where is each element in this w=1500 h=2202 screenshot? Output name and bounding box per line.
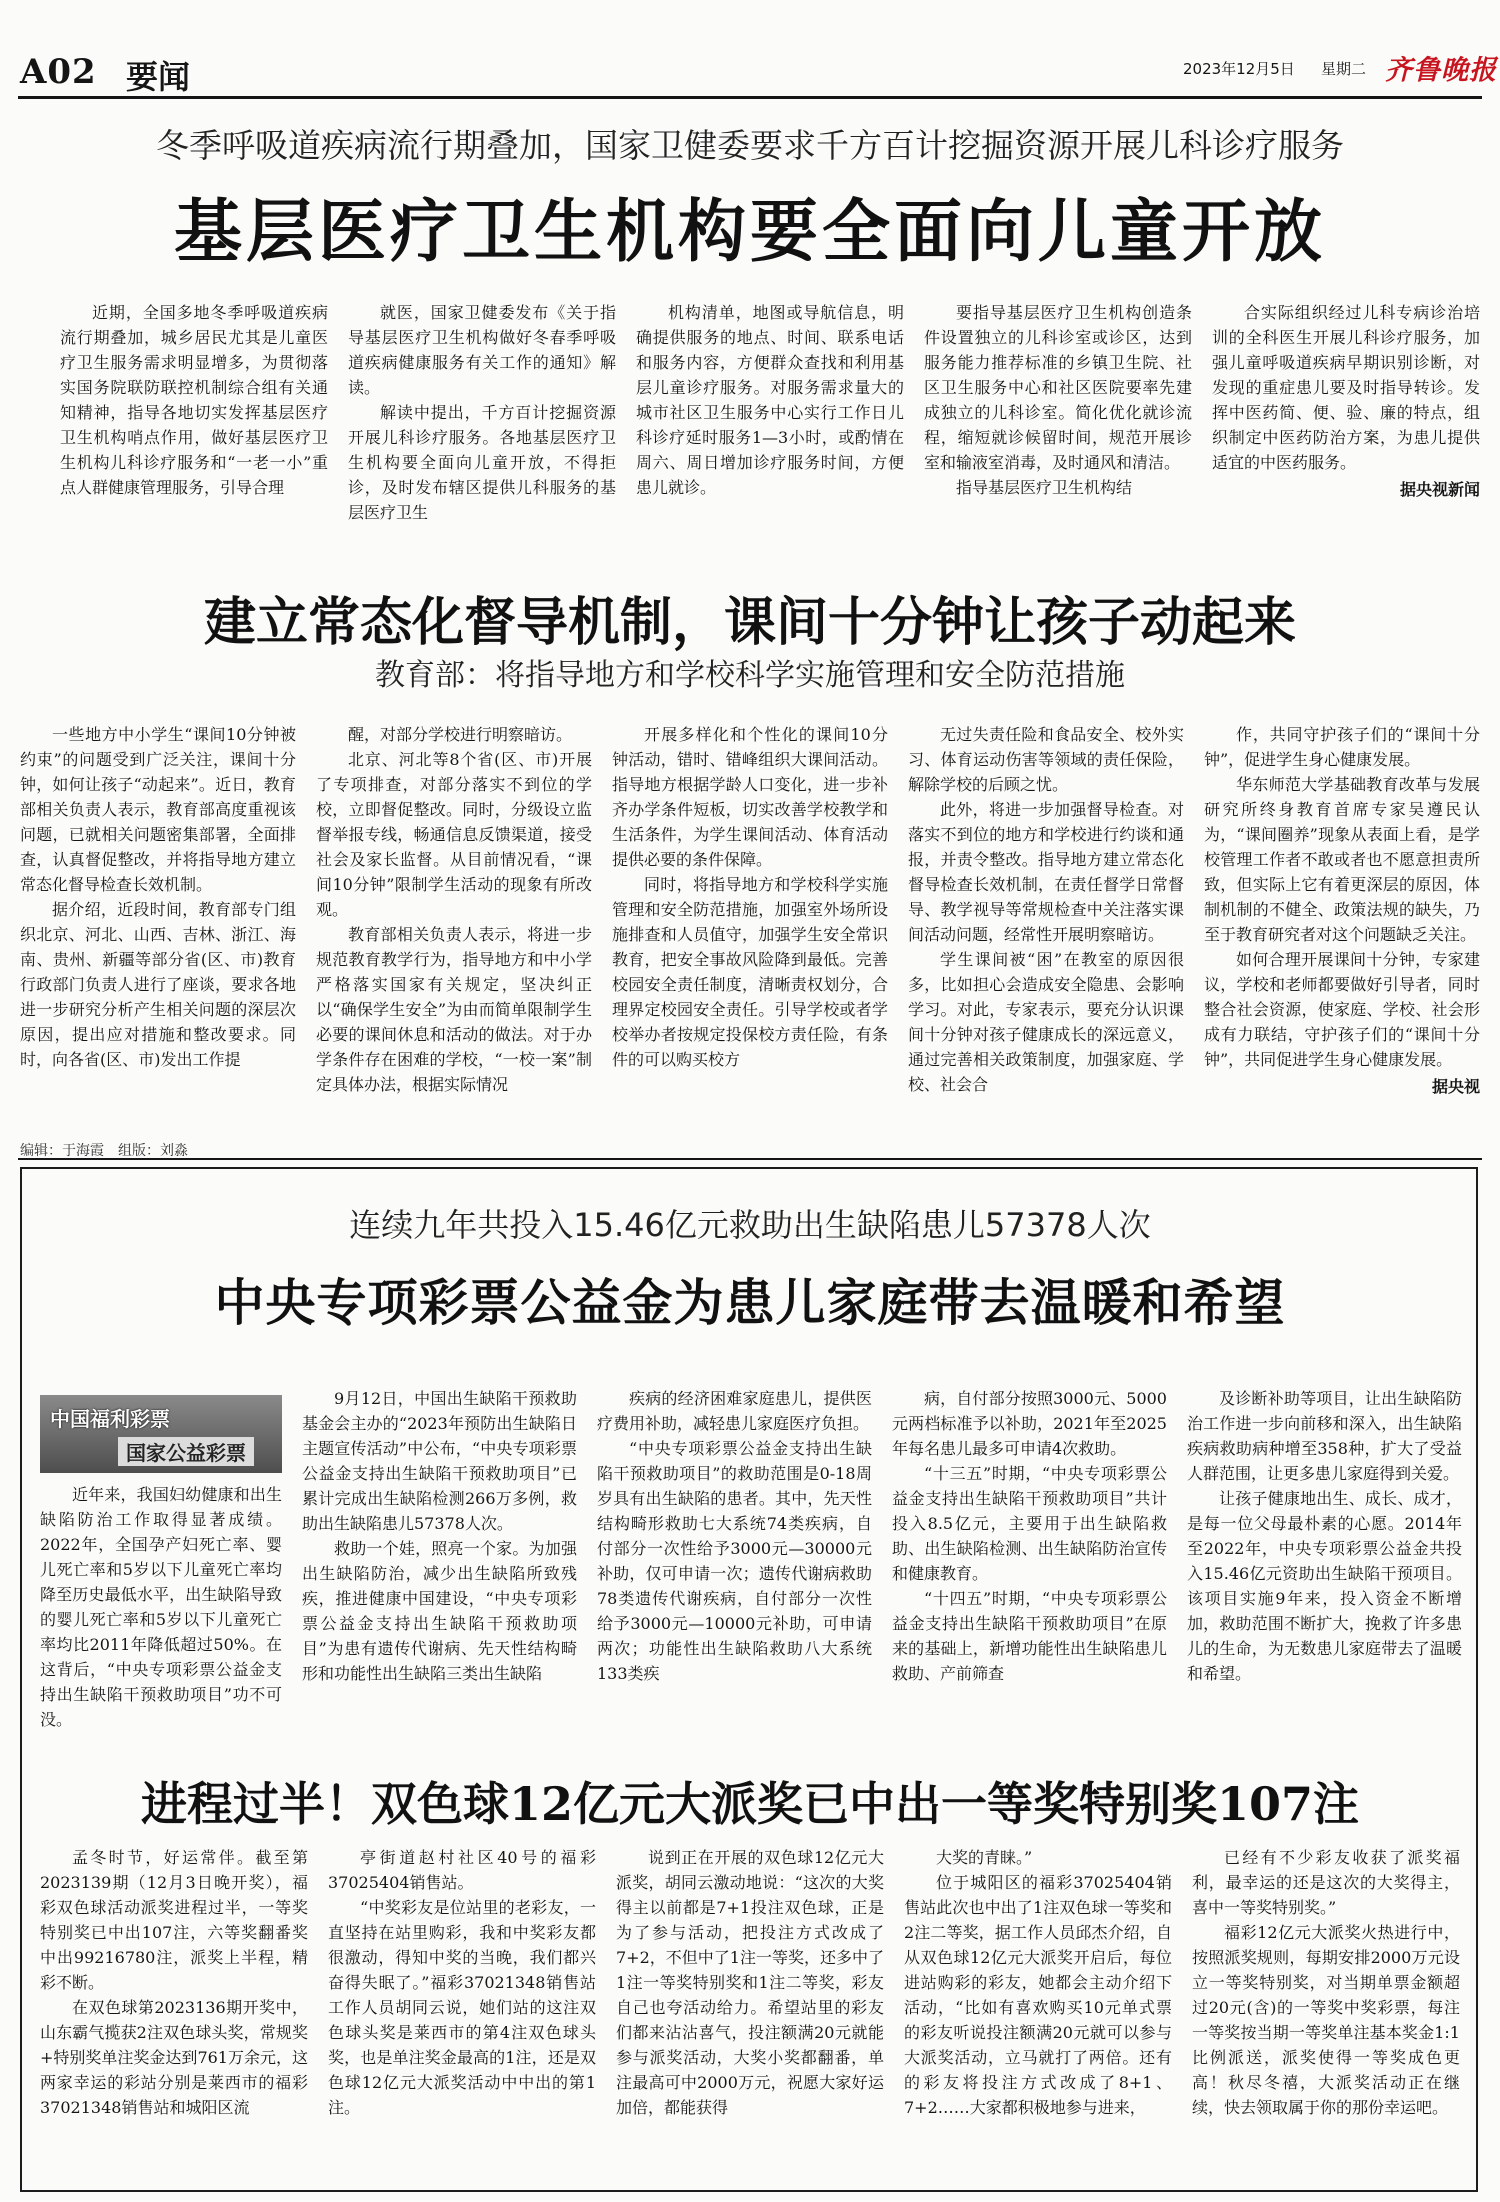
paragraph: “十三五”时期，“中央专项彩票公益金支持出生缺陷干预救助项目”共计投入8.5亿元，主要用于出生缺陷救助、出生缺陷检测、出生缺陷防治宣传和健康教育。: [892, 1464, 1167, 1583]
article1-body: [60, 300, 1480, 550]
article2-body: [20, 722, 1480, 1150]
paragraph: 同时，将指导地方和学校科学实施管理和安全防范措施，加强室外场所设施排查和人员值守，加强学生安全常识教育，把安全事故风险降到最低。完善校园安全责任制度，清晰责权划分，合理界定校园安全责任。引导学校或者学校举办者按规定投保校方责任险，有条件的可以购买校方: [612, 875, 888, 1069]
top-rule: [18, 96, 1482, 99]
article4-column: 亭街道赵村社区40号的福彩37025404销售站。 “中奖彩友是位站里的老彩友，一直坚持在站里购彩，我和中奖彩友都很激动，得知中奖的当晚，我们都兴奋得失眠了。”福彩37021348销售站工作人员胡同云说，她们站的这注双色球头奖是莱西市的第4注双色球头奖，也是单注奖金最高的1注，还是双色球12亿元大派奖活动中中出的第1注。: [328, 1845, 596, 2185]
article3-column: 9月12日，中国出生缺陷干预救助基金会主办的“2023年预防出生缺陷日主题宣传活动”中公布，“中央专项彩票公益金支持出生缺陷干预救助项目”已累计完成出生缺陷检测266万多例，救助出生缺陷患儿57378人次。 救助一个娃，照亮一个家。为加强出生缺陷防治，减少出生缺陷所致残疾，推进健康中国建设，“中央专项彩票公益金支持出生缺陷干预救助项目”为患有遗传代谢病、先天性结构畸形和功能性出生缺陷三类出生缺陷: [302, 1386, 577, 1632]
article4-column: 大奖的青睐。” 位于城阳区的福彩37025404销售站此次也中出了1注双色球一等奖和2注二等奖，据工作人员邱杰介绍，自从双色球12亿元大派奖开启后，每位进站购彩的彩友，她都会主动介绍下活动，“比如有喜欢购买10元单式票的彩友听说投注额满20元就可以参与大派奖活动，立马就打了两倍。还有的彩友将投注方式改成了8+1、7+2……大家都积极地参与进来，: [904, 1845, 1172, 2185]
page-number: A02: [20, 52, 97, 92]
paragraph: 解读中提出，千方百计挖掘资源开展儿科诊疗服务。各地基层医疗卫生机构要全面向儿童开放，不得拒诊，及时发布辖区提供儿科服务的基层医疗卫生: [348, 403, 616, 522]
article2-column: 无过失责任险和食品安全、校外实习、体育运动伤害等领域的责任保险，解除学校的后顾之忧。 此外，将进一步加强督导检查。对落实不到位的地方和学校进行约谈和通报，并责令整改。指导地方建立常态化督导检查长效机制，在责任督学日常督导、教学视导等常规检查中关注落实课间活动问题，经常性开展明察暗访。 学生课间被“困”在教室的原因很多，比如担心会造成安全隐患、会影响学习。对此，专家表示，要充分认识课间十分钟对孩子健康成长的深远意义，通过完善相关政策制度，加强家庭、学校、社会合: [908, 722, 1184, 1150]
paragraph: 如何合理开展课间十分钟，专家建议，学校和老师都要做好引导者，同时整合社会资源，使家庭、学校、社会形成有力联结，守护孩子们的“课间十分钟”，共同促进学生身心健康发展。: [1204, 950, 1480, 1069]
article4-column: 已经有不少彩友收获了派奖福利，最幸运的还是这次的大奖得主，喜中一等奖特别奖。” 福彩12亿元大派奖火热进行中，按照派奖规则，每期安排2000万元设立一等奖特别奖，对当期单票金额超过20元(含)的一等奖中奖彩票，每注一等奖按当期一等奖单注基本奖金1:1比例派送，派奖使得一等奖成色更高！秋尽冬禧，大派奖活动正在继续，快去领取属于你的那份幸运吧。: [1192, 1845, 1460, 2185]
lottery-logo-line1: 中国福利彩票: [50, 1407, 170, 1431]
article2-column: 一些地方中小学生“课间10分钟被约束”的问题受到广泛关注，课间十分钟，如何让孩子“动起来”。近日，教育部相关负责人表示，教育部高度重视该问题，已就相关问题密集部署，全面排查，认真督促整改，并将指导地方建立常态化督导检查长效机制。 据介绍，近段时间，教育部专门组织北京、河北、山西、吉林、浙江、海南、贵州、新疆等部分省(区、市)教育行政部门负责人进行了座谈，要求各地进一步研究分析产生相关问题的深层次原因，提出应对措施和整改要求。同时，向各省(区、市)发出工作提: [20, 722, 296, 1150]
article1-kicker: 冬季呼吸道疾病流行期叠加，国家卫健委要求千方百计挖掘资源开展儿科诊疗服务: [156, 126, 1344, 165]
section-name: 要闻: [126, 58, 191, 96]
paragraph: 学生课间被“困”在教室的原因很多，比如担心会造成安全隐患、会影响学习。对此，专家表示，要充分认识课间十分钟对孩子健康成长的深远意义，通过完善相关政策制度，加强家庭、学校、社会合: [908, 950, 1184, 1094]
article3-column: 近年来，我国妇幼健康和出生缺陷防治工作取得显著成绩。2022年，全国孕产妇死亡率、婴儿死亡率和5岁以下儿童死亡率均降至历史最低水平，出生缺陷导致的婴儿死亡率和5岁以下儿童死亡率均比2011年降低超过50%。在这背后，“中央专项彩票公益金支持出生缺陷干预救助项目”功不可没。: [40, 1485, 282, 1729]
article1-column: 近期，全国多地冬季呼吸道疾病流行期叠加，城乡居民尤其是儿童医疗卫生服务需求明显增多，为贯彻落实国务院联防联控机制综合组有关通知精神，指导各地切实发挥基层医疗卫生机构哨点作用，做好基层医疗卫生机构儿科诊疗服务和“一老一小”重点人群健康管理服务，引导合理: [60, 303, 328, 497]
paragraph: 据介绍，近段时间，教育部专门组织北京、河北、山西、吉林、浙江、海南、贵州、新疆等部分省(区、市)教育行政部门负责人进行了座谈，要求各地进一步研究分析产生相关问题的深层次原因，提出应对措施和整改要求。同时，向各省(区、市)发出工作提: [20, 900, 296, 1069]
paragraph: “中央专项彩票公益金支持出生缺陷干预救助项目”的救助范围是0-18周岁具有出生缺陷的患者。其中，先天性结构畸形救助七大系统74类疾病，自付部分一次性给予3000元—30000元补助，仅可申请一次；遗传代谢病救助78类遗传代谢疾病，自付部分一次性给予3000元—10000元补助，可申请两次；功能性出生缺陷救助八大系统133类疾: [597, 1439, 872, 1683]
article1-title: 基层医疗卫生机构要全面向儿童开放: [173, 192, 1326, 272]
paragraph: 福彩12亿元大派奖火热进行中，按照派奖规则，每期安排2000万元设立一等奖特别奖，对当期单票金额超过20元(含)的一等奖中奖彩票，每注一等奖按当期一等奖单注基本奖金1:1比例派送，派奖使得一等奖成色更高！秋尽冬禧，大派奖活动正在继续，快去领取属于你的那份幸运吧。: [1192, 1923, 1460, 2117]
article2-kicker: 教育部：将指导地方和学校科学实施管理和安全防范措施: [375, 658, 1125, 693]
article2-credit: 据央视: [1431, 1077, 1480, 1096]
paragraph: “中奖彩友是位站里的老彩友，一直坚持在站里购彩，我和中奖彩友都很激动，得知中奖的当晚，我们都兴奋得失眠了。”福彩37021348销售站工作人员胡同云说，她们站的这注双色球头奖是莱西市的第4注双色球头奖，也是单注奖金最高的1注，还是双色球12亿元大派奖活动中中出的第1注。: [328, 1898, 596, 2117]
lottery-logo-line2: 国家公益彩票: [118, 1437, 254, 1466]
issue-weekday: 星期二: [1321, 60, 1367, 78]
paragraph: 位于城阳区的福彩37025404销售站此次也中出了1注双色球一等奖和2注二等奖，据工作人员邱杰介绍，自从双色球12亿元大派奖开启后，每位进站购彩的彩友，她都会主动介绍下活动，“比如有喜欢购买10元单式票的彩友听说投注额满20元就可以参与大派奖活动，立马就打了两倍。还有的彩友将投注方式改成了8+1、7+2……大家都积极地参与进来，: [904, 1873, 1172, 2117]
article1-credit: 据央视新闻: [1399, 480, 1480, 499]
article2-column: 开展多样化和个性化的课间10分钟活动，错时、错峰组织大课间活动。指导地方根据学龄人口变化，进一步补齐办学条件短板，切实改善学校教学和生活条件，为学生课间活动、体育活动提供必要的条件保障。 同时，将指导地方和学校科学实施管理和安全防范措施，加强室外场所设施排查和人员值守，加强学生安全常识教育，把安全事故风险降到最低。完善校园安全责任制度，清晰责权划分，合理界定校园安全责任。引导学校或者学校举办者按规定投保校方责任险，有条件的可以购买校方: [612, 722, 888, 1150]
paragraph: 北京、河北等8个省(区、市)开展了专项排查，对部分落实不到位的学校，立即督促整改。同时，分级设立监督举报专线，畅通信息反馈渠道，接受社会及家长监督。从目前情况看，“课间10分钟”限制学生活动的现象有所改观。: [316, 750, 592, 919]
article2-column: 作，共同守护孩子们的“课间十分钟”，促进学生身心健康发展。 华东师范大学基础教育改革与发展研究所终身教育首席专家吴遵民认为，“课间圈养”现象从表面上看，是学校管理工作者不敢或者也不愿意担责所致，但实际上它有着更深层的原因，体制机制的不健全、政策法规的缺失，乃至于教育研究者对这个问题缺乏关注。 如何合理开展课间十分钟，专家建议，学校和老师都要做好引导者，同时整合社会资源，使家庭、学校、社会形成有力联结，守护孩子们的“课间十分钟”，共同促进学生身心健康发展。 据央视: [1204, 722, 1480, 1150]
paragraph: 救助一个娃，照亮一个家。为加强出生缺陷防治，减少出生缺陷所致残疾，推进健康中国建设，“中央专项彩票公益金支持出生缺陷干预救助项目”为患有遗传代谢病、先天性结构畸形和功能性出生缺陷三类出生缺陷: [302, 1539, 577, 1683]
paragraph: “十四五”时期，“中央专项彩票公益金支持出生缺陷干预救助项目”在原来的基础上，新增功能性出生缺陷患儿救助、产前筛查: [892, 1589, 1167, 1683]
paragraph: 华东师范大学基础教育改革与发展研究所终身教育首席专家吴遵民认为，“课间圈养”现象从表面上看，是学校管理工作者不敢或者也不愿意担责所致，但实际上它有着更深层的原因，体制机制的不健全、政策法规的缺失，乃至于教育研究者对这个问题缺乏关注。: [1204, 775, 1480, 944]
article1-column: 合实际组织经过儿科专病诊治培训的全科医生开展儿科诊疗服务，加强儿童呼吸道疾病早期识别诊断，对发现的重症患儿要及时指导转诊。发挥中医药简、便、验、廉的特点，组织制定中医药防治方案，为患儿提供适宜的中医药服务。 据央视新闻: [1212, 300, 1480, 550]
issue-date: 2023年12月5日: [1183, 60, 1295, 78]
section-rule: [18, 1158, 1482, 1160]
article4-column: 孟冬时节，好运常伴。截至第2023139期（12月3日晚开奖），福彩双色球活动派奖进程过半，一等奖特别奖已中出107注，六等奖翻番奖中出99216780注，派奖上半程，精彩不断。 在双色球第2023136期开奖中，山东霸气揽获2注双色球头奖，常规奖+特别奖单注奖金达到761万余元，这两家幸运的彩站分别是莱西市的福彩37021348销售站和城阳区流: [40, 1845, 308, 2185]
paragraph: 在双色球第2023136期开奖中，山东霸气揽获2注双色球头奖，常规奖+特别奖单注奖金达到761万余元，这两家幸运的彩站分别是莱西市的福彩37021348销售站和城阳区流: [40, 1998, 308, 2117]
article1-column: 要指导基层医疗卫生机构创造条件设置独立的儿科诊室或诊区，达到服务能力推荐标准的乡镇卫生院、社区卫生服务中心和社区医院要率先建成独立的儿科诊室。简化优化就诊流程，缩短就诊候留时间，规范开展诊室和输液室消毒，及时通风和清洁。 指导基层医疗卫生机构结: [924, 300, 1192, 550]
article2-column: 醒，对部分学校进行明察暗访。 北京、河北等8个省(区、市)开展了专项排查，对部分落实不到位的学校，立即督促整改。同时，分级设立监督举报专线，畅通信息反馈渠道，接受社会及家长监督。从目前情况看，“课间10分钟”限制学生活动的现象有所改观。 教育部相关负责人表示，将进一步规范教育教学行为，指导地方和中小学严格落实国家有关规定，坚决纠正以“确保学生安全”为由而简单限制学生必要的课间休息和活动的做法。对于办学条件存在困难的学校，“一校一案”制定具体办法，根据实际情况: [316, 722, 592, 1150]
article4-title: 进程过半！双色球12亿元大派奖已中出一等奖特别奖107注: [140, 1777, 1360, 1831]
article1-column: 机构清单，地图或导航信息，明确提供服务的地点、时间、联系电话和服务内容，方便群众查找和利用基层儿童诊疗服务。对服务需求量大的城市社区卫生服务中心实行工作日儿科诊疗延时服务1—3小时，或酌情在周六、周日增加诊疗服务时间，方便患儿就诊。: [636, 303, 904, 497]
paragraph: 让孩子健康地出生、成长、成才，是每一位父母最朴素的心愿。2014年至2022年，中央专项彩票公益金共投入15.46亿元资助出生缺陷干预项目。该项目实施9年来，投入资金不断增加，救助范围不断扩大，挽救了许多患儿的生命，为无数患儿家庭带去了温暖和希望。: [1187, 1489, 1462, 1683]
paragraph: 指导基层医疗卫生机构结: [956, 478, 1133, 497]
article2-title: 建立常态化督导机制，课间十分钟让孩子动起来: [203, 592, 1296, 653]
editor-credit: 编辑：于海霞 组版：刘淼: [20, 1143, 188, 1159]
article1-column: 就医，国家卫健委发布《关于指导基层医疗卫生机构做好冬春季呼吸道疾病健康服务有关工作的通知》解读。 解读中提出，千方百计挖掘资源开展儿科诊疗服务。各地基层医疗卫生机构要全面向儿童开放，不得拒诊，及时发布辖区提供儿科服务的基层医疗卫生: [348, 300, 616, 550]
article4-body: [40, 1845, 1460, 2185]
article3-intro: [40, 1482, 282, 1729]
article3-column: 病，自付部分按照3000元、5000元两档标准予以补助，2021年至2025年每名患儿最多可申请4次救助。 “十三五”时期，“中央专项彩票公益金支持出生缺陷干预救助项目”共计投入8.5亿元，主要用于出生缺陷救助、出生缺陷检测、出生缺陷防治宣传和健康教育。 “十四五”时期，“中央专项彩票公益金支持出生缺陷干预救助项目”在原来的基础上，新增功能性出生缺陷患儿救助、产前筛查: [892, 1386, 1167, 1632]
paragraph: 教育部相关负责人表示，将进一步规范教育教学行为，指导地方和中小学严格落实国家有关规定，坚决纠正以“确保学生安全”为由而简单限制学生必要的课间休息和活动的做法。对于办学条件存在困难的学校，“一校一案”制定具体办法，根据实际情况: [316, 925, 592, 1094]
article3-body: [302, 1386, 1462, 1683]
lottery-logo: [40, 1395, 282, 1473]
article3-kicker: 连续九年共投入15.46亿元救助出生缺陷患儿57378人次: [349, 1206, 1151, 1244]
paragraph: 此外，将进一步加强督导检查。对落实不到位的地方和学校进行约谈和通报，并责令整改。指导地方建立常态化督导检查长效机制，在责任督学日常督导、教学视导等常规检查中关注落实课间活动问题，经常性开展明察暗访。: [908, 800, 1184, 944]
article3-column: 及诊断补助等项目，让出生缺陷防治工作进一步向前移和深入，出生缺陷疾病救助病种增至358种，扩大了受益人群范围，让更多患儿家庭得到关爱。 让孩子健康地出生、成长、成才，是每一位父母最朴素的心愿。2014年至2022年，中央专项彩票公益金共投入15.46亿元资助出生缺陷干预项目。该项目实施9年来，投入资金不断增加，救助范围不断扩大，挽救了许多患儿的生命，为无数患儿家庭带去了温暖和希望。: [1187, 1386, 1462, 1632]
newspaper-logo: 齐鲁晚报: [1385, 55, 1497, 86]
article3-column: 疾病的经济困难家庭患儿，提供医疗费用补助，减轻患儿家庭医疗负担。 “中央专项彩票公益金支持出生缺陷干预救助项目”的救助范围是0-18周岁具有出生缺陷的患者。其中，先天性结构畸形救助七大系统74类疾病，自付部分一次性给予3000元—30000元补助，仅可申请一次；遗传代谢病救助78类遗传代谢疾病，自付部分一次性给予3000元—10000元补助，可申请两次；功能性出生缺陷救助八大系统133类疾: [597, 1386, 872, 1632]
article3-title: 中央专项彩票公益金为患儿家庭带去温暖和希望: [214, 1273, 1286, 1332]
article4-column: 说到正在开展的双色球12亿元大派奖，胡同云激动地说：“这次的大奖得主以前都是7+1投注双色球，正是为了参与活动，把投注方式改成了7+2，不但中了1注一等奖，还多中了1注一等奖特别奖和1注二等奖，彩友自己也夸活动给力。希望站里的彩友们都来沾沾喜气，投注额满20元就能参与派奖活动，大奖小奖都翻番，单注最高可中2000万元，祝愿大家好运加倍，都能获得: [616, 1848, 884, 2117]
